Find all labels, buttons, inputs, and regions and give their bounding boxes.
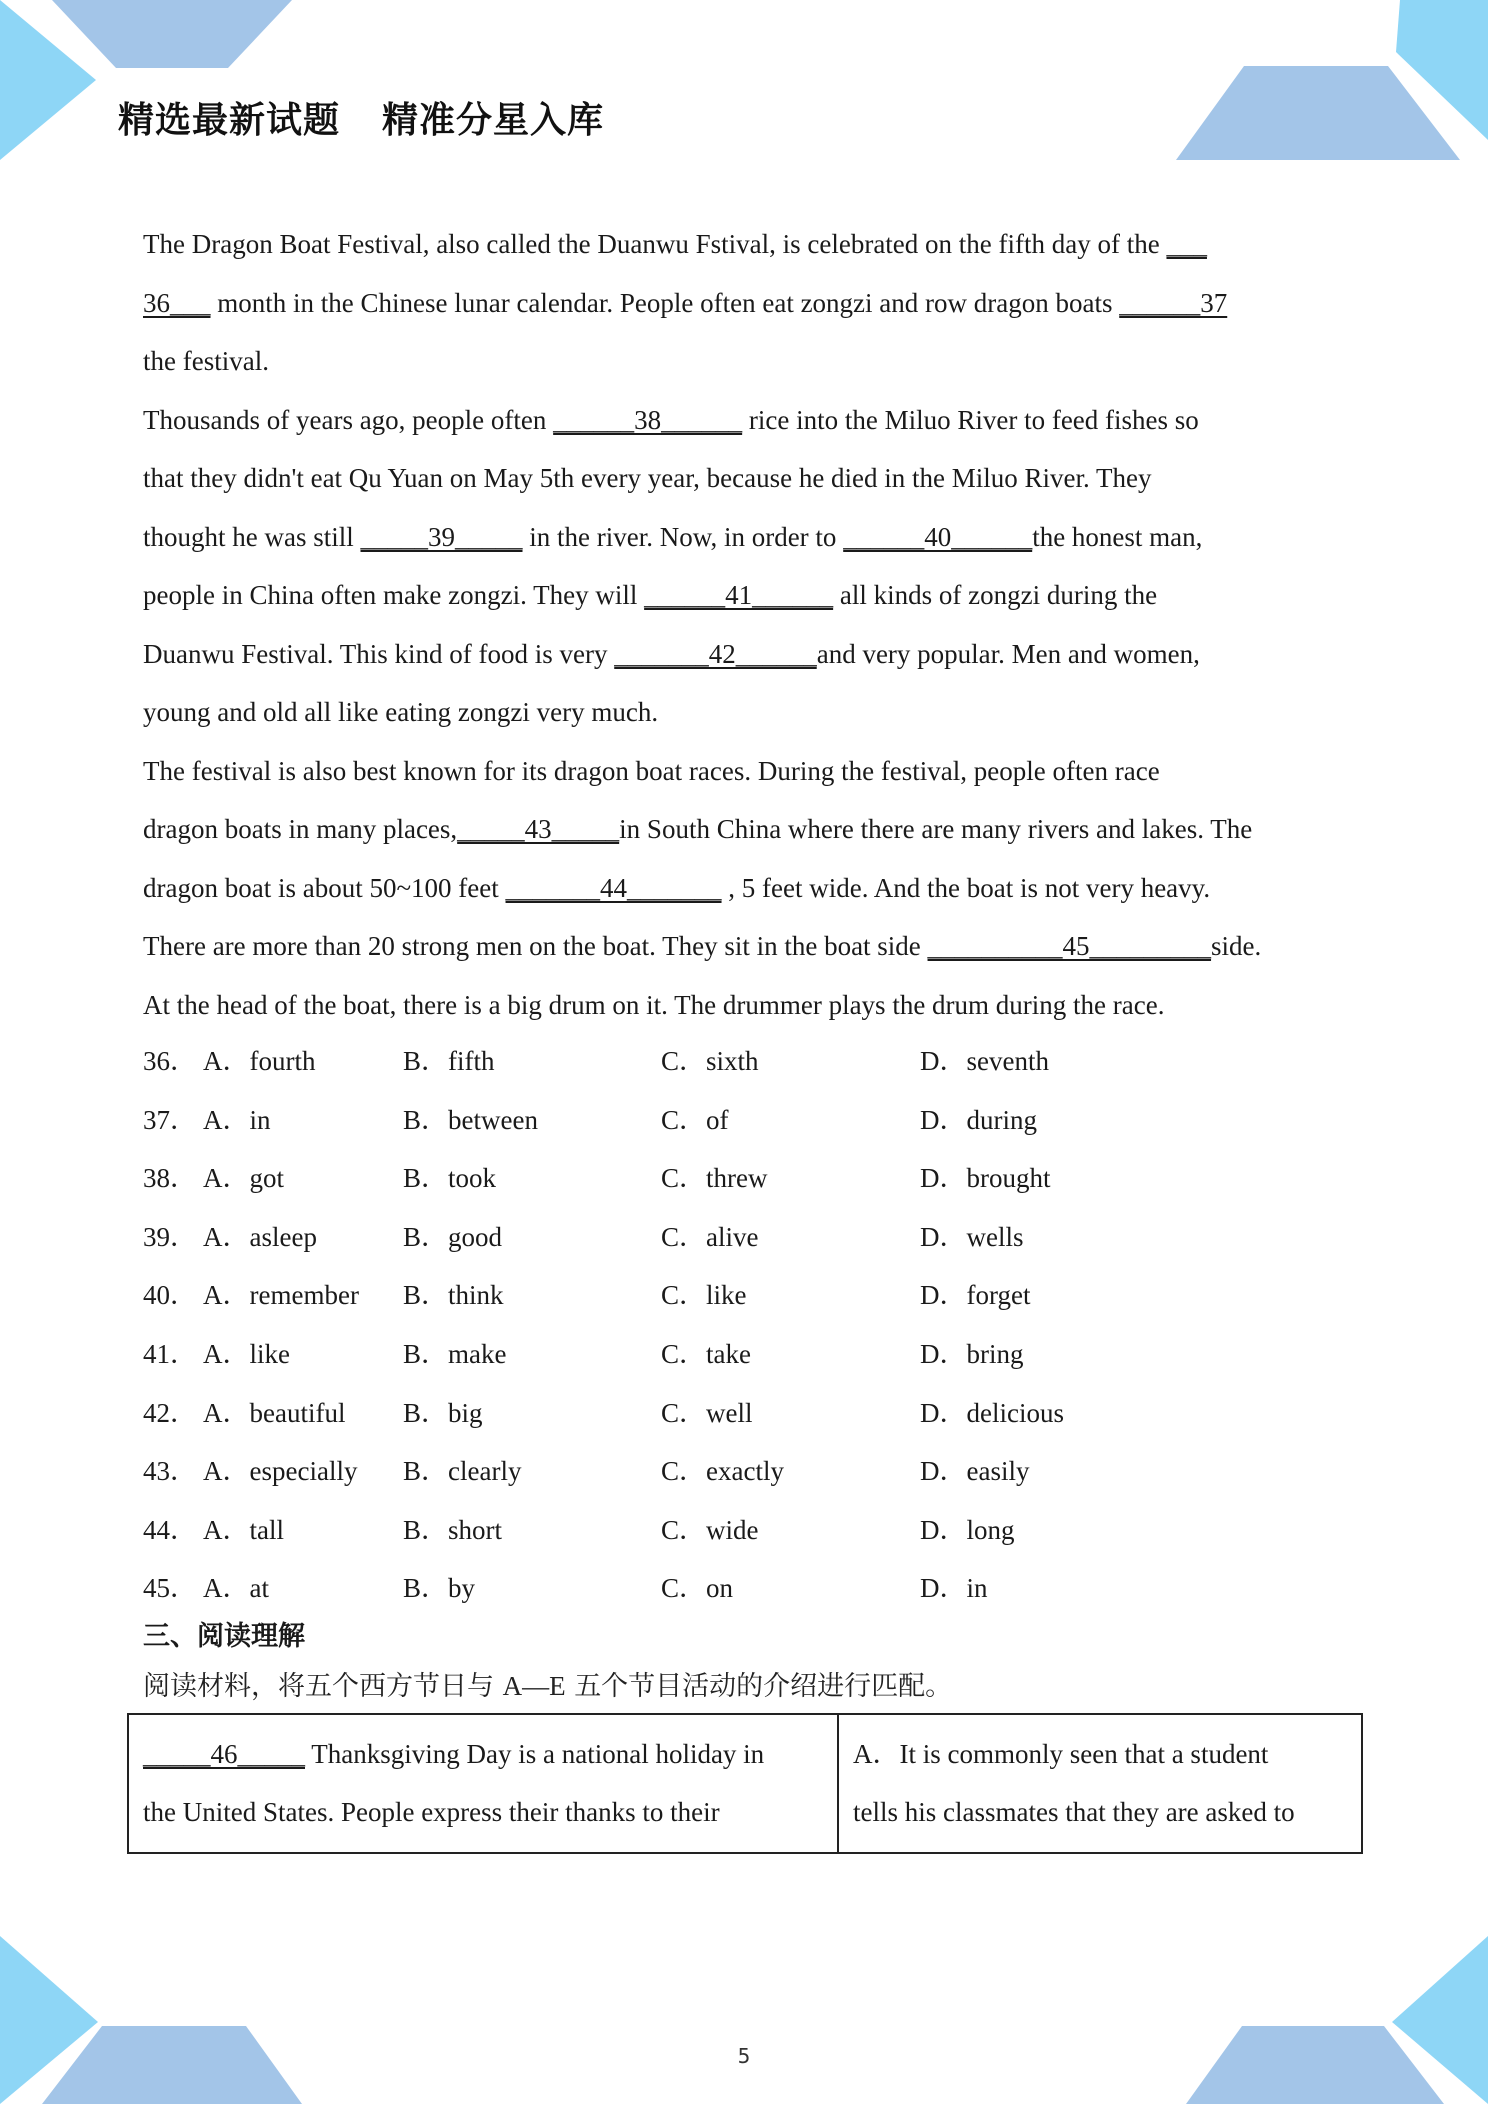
passage-line (143, 917, 1373, 976)
passage-text: thought he was still (143, 521, 361, 552)
option-a: A．especially (203, 1456, 358, 1487)
passage-line (143, 742, 1373, 801)
passage-text: in the river. Now, in order to (522, 521, 844, 552)
passage-text: and very popular. Men and women, (816, 638, 1200, 669)
option-d: D．during (920, 1104, 1037, 1135)
passage-text: dragon boats in many places, (143, 814, 458, 844)
question-number: 38． (143, 1163, 197, 1194)
passage-line (143, 391, 1373, 450)
passage-text: Duanwu Festival. This kind of food is very (143, 638, 615, 669)
option-c: C．alive (661, 1221, 759, 1252)
deco-top-left-trapezoid (52, 0, 292, 68)
page-number: 5 (737, 2044, 751, 2068)
option-c: C．of (661, 1104, 729, 1135)
passage-line (143, 625, 1373, 684)
passage-line (143, 800, 1373, 859)
passage-text: At the head of the boat, there is a big drum on it. The drummer plays the drum during the race. (143, 989, 1165, 1020)
instruction-range: A—E (502, 1671, 566, 1701)
option-b: B．good (403, 1221, 503, 1252)
option-b: B．between (403, 1104, 538, 1135)
instruction-part-2: 五个节目活动的介绍进行匹配。 (574, 1671, 953, 1702)
passage-text: The Dragon Boat Festival, also called the Duanwu Fstival, is celebrated on the fifth day of the (143, 229, 1167, 259)
passage-text: the festival. (143, 346, 269, 376)
option-d: D．brought (920, 1163, 1051, 1194)
question-number: 36． (143, 1046, 197, 1076)
answer-blank: ___ (1166, 229, 1207, 259)
passage-text: The festival is also best known for its dragon boat races. During the festival, people often race (143, 755, 1160, 786)
question-number: 43． (143, 1456, 197, 1487)
section-instruction (143, 1664, 952, 1703)
answer-blank: _____39_____ (360, 521, 523, 552)
option-b: B．big (403, 1397, 483, 1428)
option-a: A．at (203, 1573, 269, 1604)
passage-line (143, 449, 1373, 508)
question-number: 44． (143, 1514, 197, 1545)
passage-line (143, 566, 1373, 625)
passage-line (143, 683, 1373, 742)
question-number: 41． (143, 1338, 197, 1369)
option-d: D．seventh (920, 1046, 1049, 1076)
option-c: C．like (661, 1280, 747, 1311)
passage-line (143, 274, 1373, 333)
matching-table (127, 1713, 1363, 1854)
question-number: 39． (143, 1221, 197, 1252)
answer-blank: _____43_____ (457, 814, 620, 844)
option-c: C．take (661, 1338, 751, 1369)
answer-blank: __________45_________ (927, 931, 1212, 961)
passage-line (143, 508, 1373, 567)
cell-text: Thanksgiving Day is a national holiday in (305, 1739, 765, 1769)
answer-blank: ______40______ (843, 521, 1033, 552)
table-cell-activity (838, 1714, 1362, 1853)
option-b: B．clearly (403, 1456, 522, 1487)
passage-text: in South China where there are many rivers and lakes. The (619, 814, 1253, 844)
cell-line: the United States. People express their thanks to their (143, 1797, 720, 1827)
cell-line (143, 1725, 823, 1783)
option-c: C．sixth (661, 1046, 759, 1076)
option-a: A．beautiful (203, 1397, 346, 1428)
table-cell-festival (128, 1714, 838, 1853)
option-d: D．wells (920, 1221, 1024, 1252)
passage-text: month in the Chinese lunar calendar. People often eat zongzi and row dragon boats (210, 287, 1120, 318)
header-title-left: 精选最新试题 (118, 100, 341, 141)
option-b: B．think (403, 1280, 504, 1311)
passage-text: rice into the Miluo River to feed fishes so (742, 404, 1199, 435)
question-number: 42． (143, 1397, 197, 1428)
question-number: 45． (143, 1573, 197, 1604)
passage-text: young and old all like eating zongzi very much. (143, 697, 659, 727)
option-b: B．by (403, 1573, 476, 1604)
option-d: D．bring (920, 1338, 1024, 1369)
answer-blank: _______42______ (614, 638, 817, 669)
section-title: 三、阅读理解 (143, 1621, 305, 1652)
passage-line (143, 859, 1373, 918)
option-d: D．in (920, 1573, 988, 1604)
option-c: C．exactly (661, 1456, 784, 1487)
option-c: C．threw (661, 1163, 768, 1194)
table-row (128, 1714, 1362, 1853)
passage-line (143, 215, 1373, 274)
cell-line: A．It is commonly seen that a student (853, 1739, 1269, 1769)
option-a: A．tall (203, 1514, 284, 1545)
answer-blank-46: _____46_____ (143, 1739, 305, 1769)
passage-text: all kinds of zongzi during the (833, 580, 1158, 610)
option-b: B．took (403, 1163, 497, 1194)
option-b: B．short (403, 1514, 503, 1545)
answer-blank: ______38______ (553, 404, 743, 435)
option-b: B．make (403, 1338, 507, 1369)
cloze-passage (143, 215, 1373, 1034)
cell-line: tells his classmates that they are asked to (853, 1797, 1295, 1827)
answer-blank: _______44_______ (505, 872, 722, 903)
deco-top-right-trapezoid (1176, 66, 1460, 160)
answer-blank: ______37 (1119, 287, 1228, 318)
passage-line (143, 976, 1373, 1035)
option-c: C．well (661, 1397, 753, 1428)
option-d: D．long (920, 1514, 1015, 1545)
option-d: D．easily (920, 1456, 1030, 1487)
question-number: 40． (143, 1280, 197, 1311)
option-a: A．asleep (203, 1221, 317, 1252)
option-d: D．delicious (920, 1397, 1064, 1428)
option-a: A．remember (203, 1280, 359, 1311)
passage-text: dragon boat is about 50~100 feet (143, 872, 506, 903)
option-a: A．like (203, 1338, 290, 1369)
question-number: 37． (143, 1104, 197, 1135)
option-a: A．fourth (203, 1046, 316, 1076)
passage-line (143, 332, 1373, 391)
option-c: C．wide (661, 1514, 759, 1545)
passage-text: Thousands of years ago, people often (143, 404, 554, 435)
header-title-right: 精准分星入库 (382, 100, 605, 141)
passage-text: There are more than 20 strong men on the boat. They sit in the boat side (143, 931, 928, 961)
passage-text: people in China often make zongzi. They will (143, 580, 645, 610)
answer-blank: ______41______ (644, 580, 834, 610)
option-c: C．on (661, 1573, 734, 1604)
option-a: A．got (203, 1163, 284, 1194)
answer-blank: 36___ (143, 287, 211, 318)
instruction-part-1: 阅读材料，将五个西方节日与 (143, 1671, 494, 1702)
option-b: B．fifth (403, 1046, 495, 1076)
header-title (118, 92, 604, 143)
passage-text: the honest man, (1032, 521, 1203, 552)
passage-text: , 5 feet wide. And the boat is not very heavy. (721, 872, 1211, 903)
passage-text: side. (1211, 931, 1262, 961)
passage-text: that they didn't eat Qu Yuan on May 5th every year, because he died in the Miluo River. They (143, 463, 1152, 493)
option-d: D．forget (920, 1280, 1031, 1311)
option-a: A．in (203, 1104, 271, 1135)
